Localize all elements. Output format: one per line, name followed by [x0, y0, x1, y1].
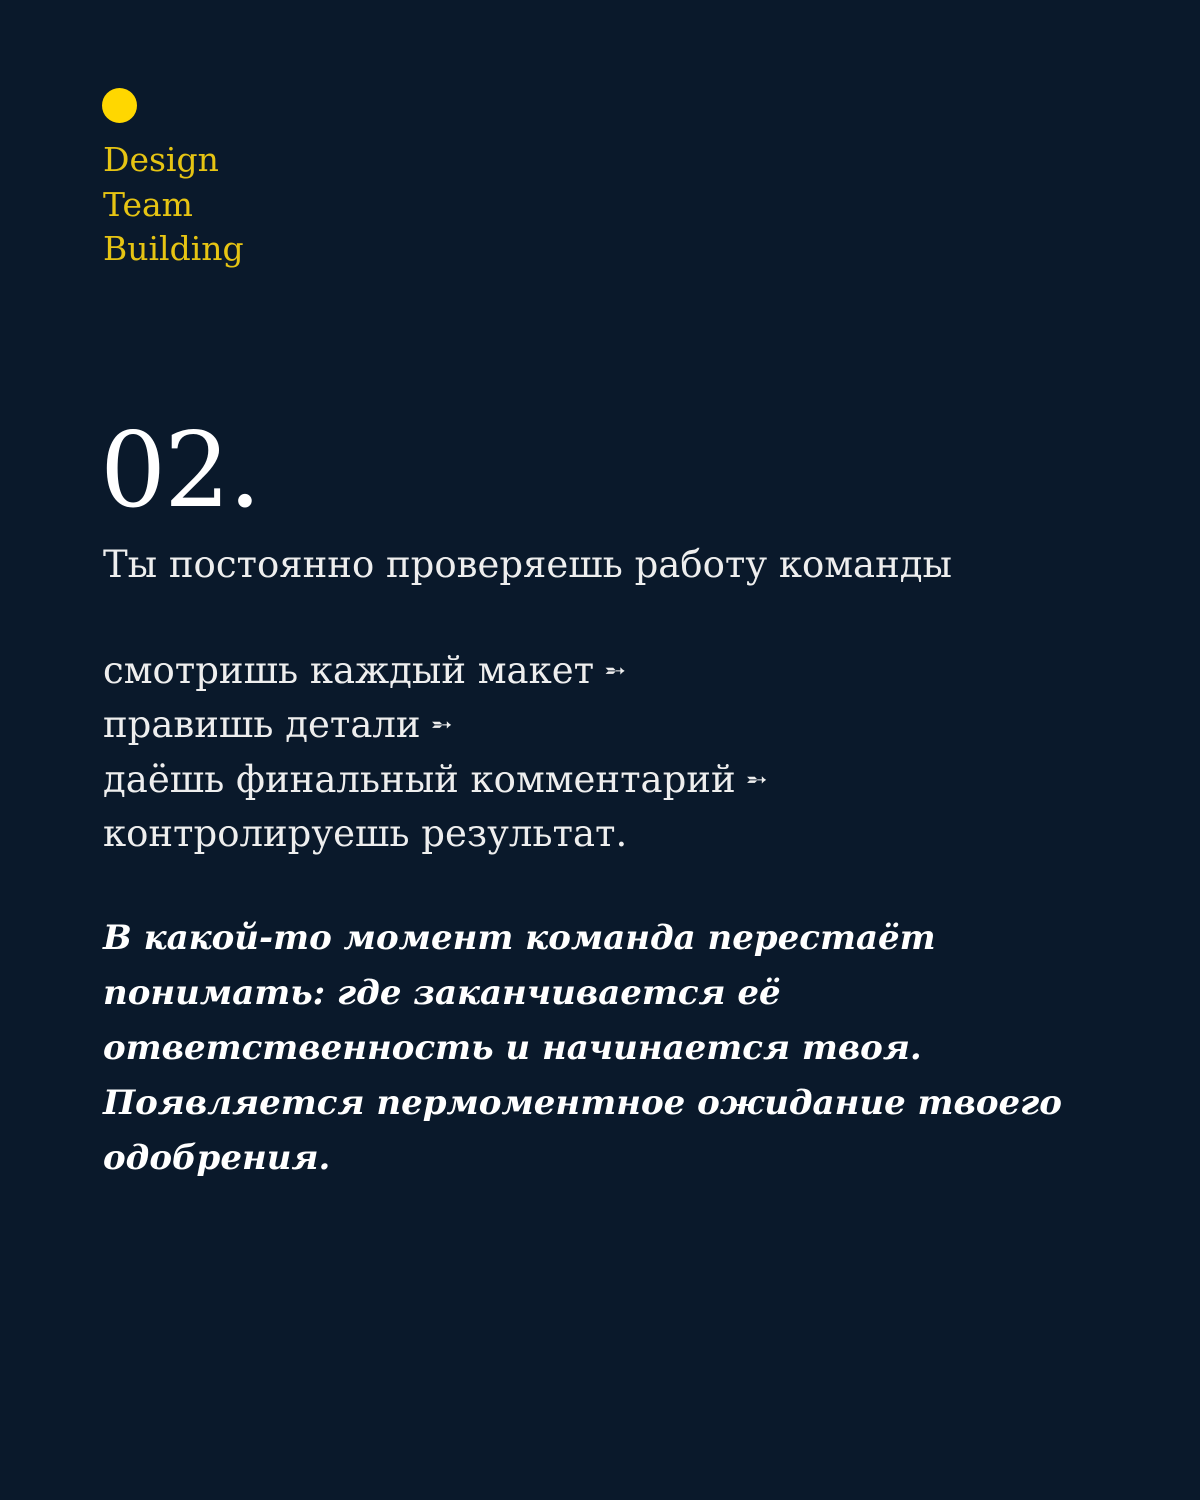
list-item — [103, 644, 761, 698]
step-text: даёшь финальный комментарий — [103, 757, 736, 801]
list-item — [103, 807, 761, 860]
list-item — [103, 753, 761, 807]
arrow-right-icon: ➵ — [745, 764, 762, 795]
list-item — [103, 698, 761, 752]
slide-headline: Ты постоянно проверяешь работу команды — [103, 543, 952, 586]
brand-line: Design — [103, 140, 219, 179]
step-text: контролируешь результат. — [103, 811, 628, 855]
brand-wordmark — [103, 138, 244, 272]
conclusion-line: В какой-то момент команда перестаёт — [103, 918, 936, 958]
conclusion-line: ответственность и начинается твоя. — [103, 1028, 922, 1068]
conclusion-line: одобрения. — [103, 1138, 331, 1178]
arrow-right-icon: ➵ — [430, 710, 447, 741]
brand-dot-icon — [102, 88, 137, 123]
step-text: смотришь каждый макет — [103, 649, 595, 692]
brand-line: Team — [103, 184, 193, 224]
brand-line: Building — [103, 229, 244, 268]
arrow-right-icon: ➵ — [604, 656, 620, 686]
conclusion-line: понимать: где заканчивается её — [103, 973, 781, 1013]
steps-list — [103, 644, 761, 860]
conclusion-paragraph — [103, 911, 1083, 1186]
slide-number: 02. — [100, 409, 260, 531]
conclusion-line: Появляется пермоментное ожидание твоего — [103, 1083, 1062, 1123]
step-text: правишь детали — [103, 703, 421, 747]
